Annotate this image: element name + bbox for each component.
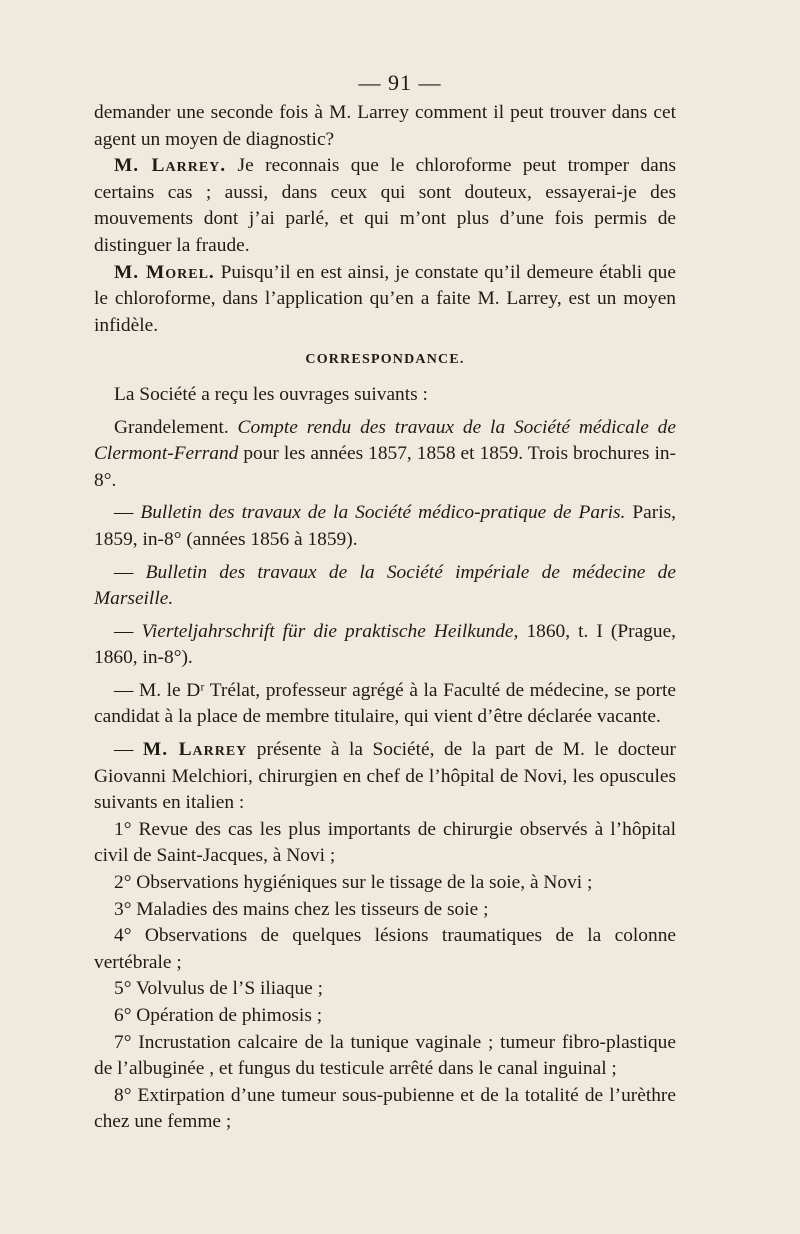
work-title: Vierteljahrschrift für die praktische Heilkunde, (141, 620, 519, 642)
work-title: Bulletin des travaux de la Société impériale de médecine de Marseille. (94, 561, 676, 610)
speech-text: Puisqu’il en est ainsi, je constate qu’il demeure établi que le chloroforme, dans l’application qu’en a faite M. Larrey, est un moyen infidèle. (94, 261, 676, 336)
work-entry: Grandelement. Compte rendu des travaux de la Société médicale de Clermont-Ferrand pour les années 1857, 1858 et 1859. Trois brochures in-8°. (94, 416, 676, 491)
paragraph: demander une seconde fois à M. Larrey comment il peut trouver dans cet agent un moyen de diagnostic? (94, 102, 676, 150)
section-heading: CORRESPONDANCE. (305, 352, 465, 368)
list-item: 1° Revue des cas les plus importants de chirurgie observés à l’hôpital civil de Saint-Jacques, à Novi ; (94, 818, 676, 867)
speaker-name: M. Larrey. (114, 155, 227, 177)
list-item: 6° Opération de phimosis ; (114, 1005, 323, 1026)
list-item: 5° Volvulus de l’S iliaque ; (114, 978, 324, 1000)
work-title: Compte rendu des travaux de la Société médicale de Clermont-Ferrand (94, 416, 676, 465)
list-item: 3° Maladies des mains chez les tisseurs de soie ; (114, 898, 489, 920)
list-item: 7° Incrustation calcaire de la tunique vaginale ; tumeur fibro-plastique de l’albuginée , et fungus du testicule arrêté dans le canal inguinal ; (94, 1031, 676, 1080)
list-item: 4° Observations de quelques lésions traumatiques de la colonne vertébrale ; (94, 925, 676, 973)
list-item: 8° Extirpation d’une tumeur sous-pubienne et de la totalité de l’urèthre chez une femme ; (94, 1084, 676, 1133)
work-title: Bulletin des travaux de la Société médico-pratique de Paris. (140, 502, 626, 524)
body-text (94, 100, 676, 1136)
speech-text: Je reconnais que le chloroforme peut tromper dans certains cas ; aussi, dans ceux qui sont douteux, essayerai-je des mouvements dont j’ai parlé, et qui m’ont plus d’une fois permis de distinguer la fraude. (94, 155, 676, 256)
speaker-name: M. Morel. (114, 261, 215, 283)
paragraph-morel (94, 260, 676, 340)
work-entry: — Bulletin des travaux de la Société médico-pratique de Paris. Paris, 1859, in-8° (années 1856 à 1859). (94, 502, 676, 550)
list-item: 2° Observations hygiéniques sur le tissage de la soie, à Novi ; (114, 872, 593, 894)
paragraph: La Société a reçu les ouvrages suivants : (114, 383, 428, 405)
paragraph-larrey (94, 153, 676, 259)
work-entry: — Vierteljahrschrift für die praktische Heilkunde, 1860, t. I (Prague, 1860, in-8°). (94, 620, 677, 669)
paragraph-larrey-presents: — M. Larrey présente à la Société, de la part de M. le docteur Giovanni Melchiori, chirurgien en chef de l’hôpital de Novi, les opuscules suivants en italien : (94, 739, 676, 814)
page-number: — 91 — (358, 70, 442, 95)
work-entry: — Bulletin des travaux de la Société impériale de médecine de Marseille. (94, 561, 676, 610)
speaker-name: M. Larrey (142, 739, 248, 761)
paragraph: — M. le Dʳ Trélat, professeur agrégé à la Faculté de médecine, se porte candidat à la place de membre titulaire, qui vient d’être déclarée vacante. (94, 679, 676, 728)
